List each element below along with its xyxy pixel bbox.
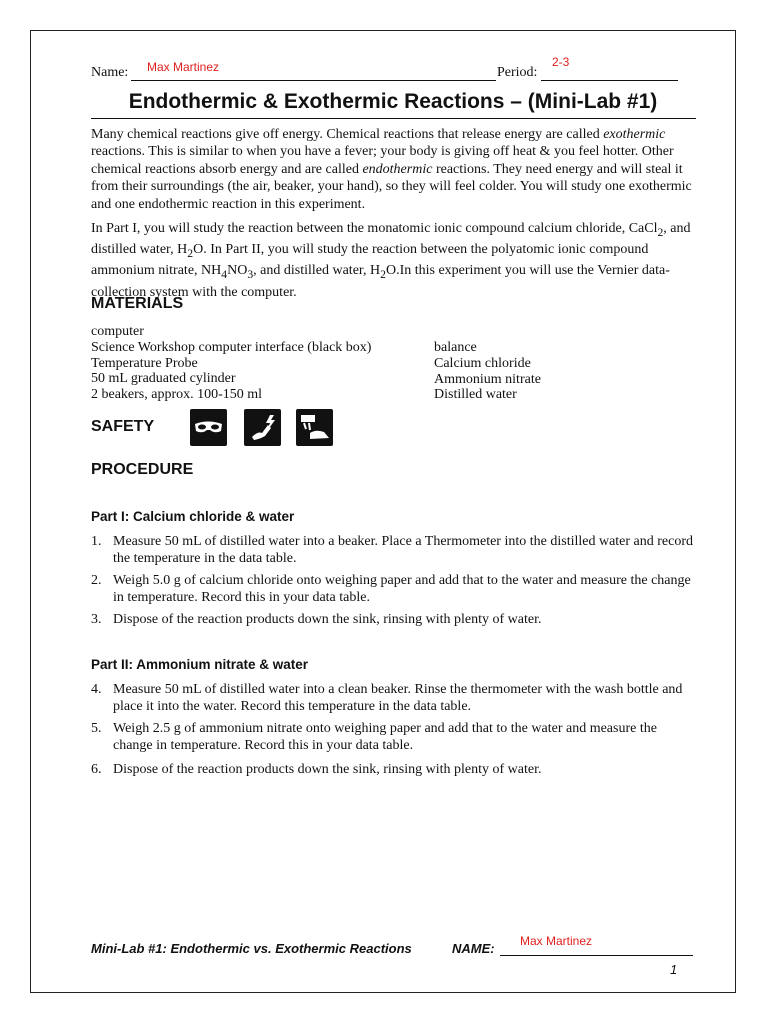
- intro-text: Many chemical reactions give off energy. Chemical reactions that release energy are called: [91, 127, 604, 142]
- subscript: 2: [380, 268, 386, 282]
- subscript: 4: [221, 268, 228, 282]
- intro-text: , and distilled water, H: [91, 221, 691, 258]
- step-number: 5.: [91, 721, 102, 736]
- part1-heading: Part I: Calcium chloride & water: [91, 509, 295, 524]
- intro-text: NO: [227, 263, 248, 279]
- material-item: 50 mL graduated cylinder: [91, 371, 236, 387]
- list-item: [91, 611, 697, 628]
- material-item: Distilled water: [434, 387, 517, 403]
- subscript: 2: [187, 247, 194, 260]
- period-label: Period:: [497, 65, 538, 80]
- intro-paragraph-1: [91, 126, 697, 213]
- list-item: [91, 720, 697, 754]
- step-text: Measure 50 mL of distilled water into a clean beaker. Rinse the thermometer with the wash bottle and place it into the water. Record this temperature in the data table.: [113, 682, 683, 714]
- intro-paragraph-2: [91, 220, 697, 301]
- electrical-hazard-icon: [244, 409, 281, 446]
- footer-name-field[interactable]: [500, 955, 693, 956]
- step-text: Weigh 5.0 g of calcium chloride onto weighing paper and add that to the water and measure the change in temperature. Record this in your data table.: [113, 573, 691, 605]
- materials-list-right: [434, 340, 541, 403]
- footer-title: Mini-Lab #1: Endothermic vs. Exothermic Reactions: [91, 941, 412, 956]
- corrosive-hazard-icon: [296, 409, 333, 446]
- subscript: 3: [247, 268, 254, 282]
- intro-text: O.In this experiment you will use the Vernier data-collection system with the computer.: [91, 263, 670, 300]
- step-number: 4.: [91, 682, 102, 697]
- material-item: balance: [434, 340, 477, 355]
- goggles-icon: [190, 409, 227, 446]
- safety-heading: SAFETY: [91, 418, 155, 435]
- name-label: Name:: [91, 65, 129, 80]
- page-title: Endothermic & Exothermic Reactions – (Mini-Lab #1): [128, 90, 658, 113]
- intro-text: reactions. They need energy and will steal it from their surroundings (the air, beaker, your hand), so they will feel colder. You will study one exothermic and one endothermic reaction in this experiment.: [91, 161, 692, 212]
- step-text: Measure 50 mL of distilled water into a beaker. Place a Thermometer into the distilled water and record the temperature in the data table.: [113, 534, 694, 566]
- footer-name-value: Max Martinez: [520, 934, 593, 948]
- intro-text: In Part I, you will study the reaction between the monatomic ionic compound calcium chloride, CaCl: [91, 221, 658, 236]
- material-item: computer: [91, 324, 144, 339]
- period-field[interactable]: [541, 80, 678, 81]
- list-item: [91, 681, 697, 715]
- step-text: Dispose of the reaction products down the sink, rinsing with plenty of water.: [113, 762, 542, 777]
- footer-name-label: NAME:: [452, 941, 495, 956]
- part2-heading: Part II: Ammonium nitrate & water: [91, 657, 309, 672]
- page-number: 1: [670, 962, 678, 977]
- step-text: Dispose of the reaction products down the sink, rinsing with plenty of water.: [113, 612, 542, 627]
- material-item: Science Workshop computer interface (black box): [91, 339, 372, 355]
- material-item: Calcium chloride: [434, 355, 531, 371]
- material-item: 2 beakers, approx. 100-150 ml: [91, 387, 263, 403]
- endothermic-term: endothermic: [362, 161, 433, 177]
- exothermic-term: exothermic: [603, 127, 666, 142]
- material-item: Temperature Probe: [91, 355, 198, 371]
- procedure-heading: PROCEDURE: [91, 461, 194, 478]
- subscript: 2: [657, 225, 664, 239]
- intro-text: , and distilled water, H: [253, 263, 381, 279]
- step-number: 2.: [91, 573, 102, 588]
- list-item: [91, 572, 697, 606]
- materials-list-left: [91, 324, 371, 403]
- name-field[interactable]: [131, 80, 496, 81]
- materials-heading: MATERIALS: [91, 295, 184, 312]
- title-divider: [91, 118, 696, 119]
- list-item: [91, 761, 697, 778]
- material-item: Ammonium nitrate: [434, 371, 541, 387]
- step-number: 6.: [91, 762, 102, 777]
- step-number: 3.: [91, 612, 102, 627]
- intro-text: reactions. This is similar to when you have a fever; your body is giving off heat & you feel hotter. Other chemical reactions absorb energy and are called: [91, 144, 674, 177]
- list-item: [91, 533, 697, 567]
- step-text: Weigh 2.5 g of ammonium nitrate onto weighing paper and add that to the water and measure the change in temperature. Record this in your data table.: [113, 721, 657, 753]
- intro-text: O. In Part II, you will study the reaction between the polyatomic ionic compound ammonium nitrate, NH: [91, 242, 649, 279]
- step-number: 1.: [91, 534, 102, 549]
- period-value: 2-3: [552, 55, 570, 69]
- name-value: Max Martinez: [147, 60, 220, 74]
